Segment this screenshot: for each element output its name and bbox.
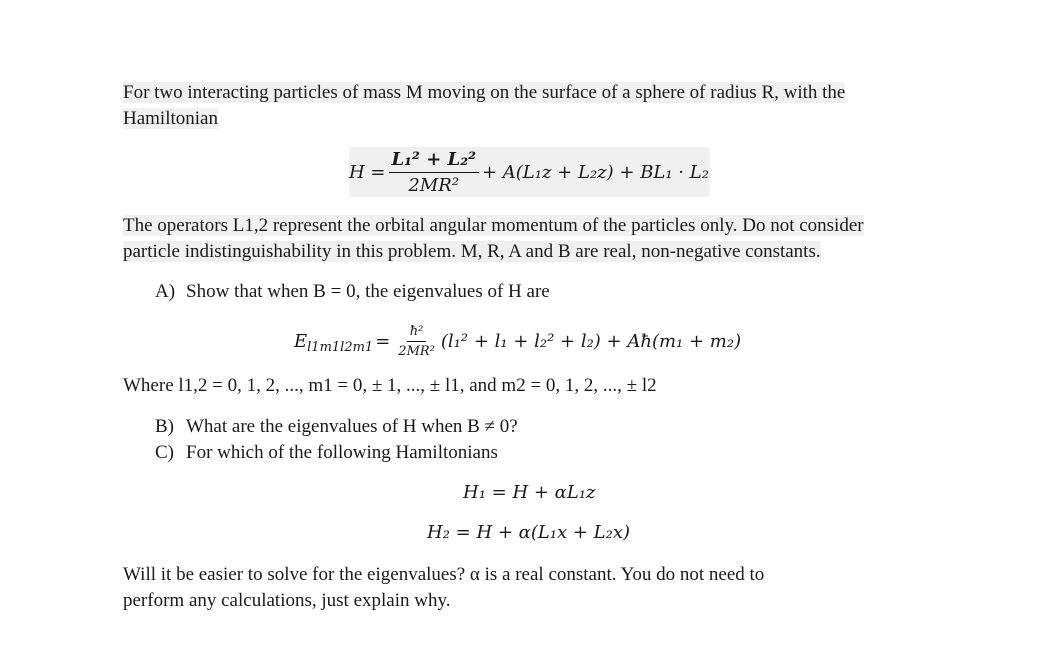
closing-paragraph bbox=[123, 562, 764, 614]
intro-paragraph bbox=[123, 80, 845, 132]
operators-paragraph bbox=[123, 213, 864, 265]
intro-line-1: For two interacting particles of mass M moving on the surface of a sphere of radius R, with the bbox=[123, 82, 846, 103]
hamiltonian-equation bbox=[349, 147, 710, 197]
part-a-text: Show that when B = 0, the eigenvalues of H are bbox=[186, 281, 550, 302]
hamiltonian-h1: H₁ = H + αL₁z bbox=[463, 482, 596, 503]
closing-line-2: perform any calculations, just explain why. bbox=[123, 590, 451, 611]
hamiltonian-lhs: H = bbox=[349, 161, 386, 183]
part-b-text: What are the eigenvalues of H when B ≠ 0? bbox=[186, 416, 518, 437]
eigen-numerator: ħ² bbox=[407, 324, 427, 342]
eigen-equals: = bbox=[375, 330, 391, 352]
eigen-fraction bbox=[395, 324, 438, 359]
hamiltonian-numerator: L₁² + L₂² bbox=[389, 149, 479, 173]
part-b-label: B) bbox=[155, 416, 174, 437]
where-line: Where l1,2 = 0, 1, 2, ..., m1 = 0, ± 1, ..., ± l1, and m2 = 0, 1, 2, ..., ± l2 bbox=[123, 375, 657, 396]
eigen-rest: (l₁² + l₁ + l₂² + l₂) + Aħ(m₁ + m₂) bbox=[440, 330, 742, 352]
hamiltonian-fraction bbox=[389, 149, 479, 196]
part-c-text: For which of the following Hamiltonians bbox=[186, 442, 498, 463]
eigenvalue-equation bbox=[294, 318, 741, 364]
operators-line-2: particle indistinguishability in this problem. M, R, A and B are real, non-negative constants. bbox=[123, 241, 821, 262]
part-a bbox=[155, 279, 550, 305]
closing-line-1: Will it be easier to solve for the eigenvalues? α is a real constant. You do not need to bbox=[123, 564, 765, 585]
intro-line-2: Hamiltonian bbox=[123, 108, 218, 129]
operators-line-1: The operators L1,2 represent the orbital angular momentum of the particles only. Do not consider bbox=[123, 215, 864, 236]
part-b bbox=[155, 414, 518, 440]
part-c bbox=[155, 440, 498, 466]
hamiltonian-rest: + A(L₁z + L₂z) + BL₁ · L₂ bbox=[481, 161, 709, 183]
part-c-label: C) bbox=[155, 442, 174, 463]
eigen-denominator: 2MR² bbox=[398, 343, 435, 359]
eigen-lhs-subscript: l1m1l2m1 bbox=[307, 339, 374, 355]
part-a-label: A) bbox=[155, 281, 176, 302]
hamiltonian-denominator: 2MR² bbox=[408, 174, 460, 196]
hamiltonian-h2: H₂ = H + α(L₁x + L₂x) bbox=[427, 522, 631, 543]
eigen-lhs: E bbox=[294, 330, 308, 352]
